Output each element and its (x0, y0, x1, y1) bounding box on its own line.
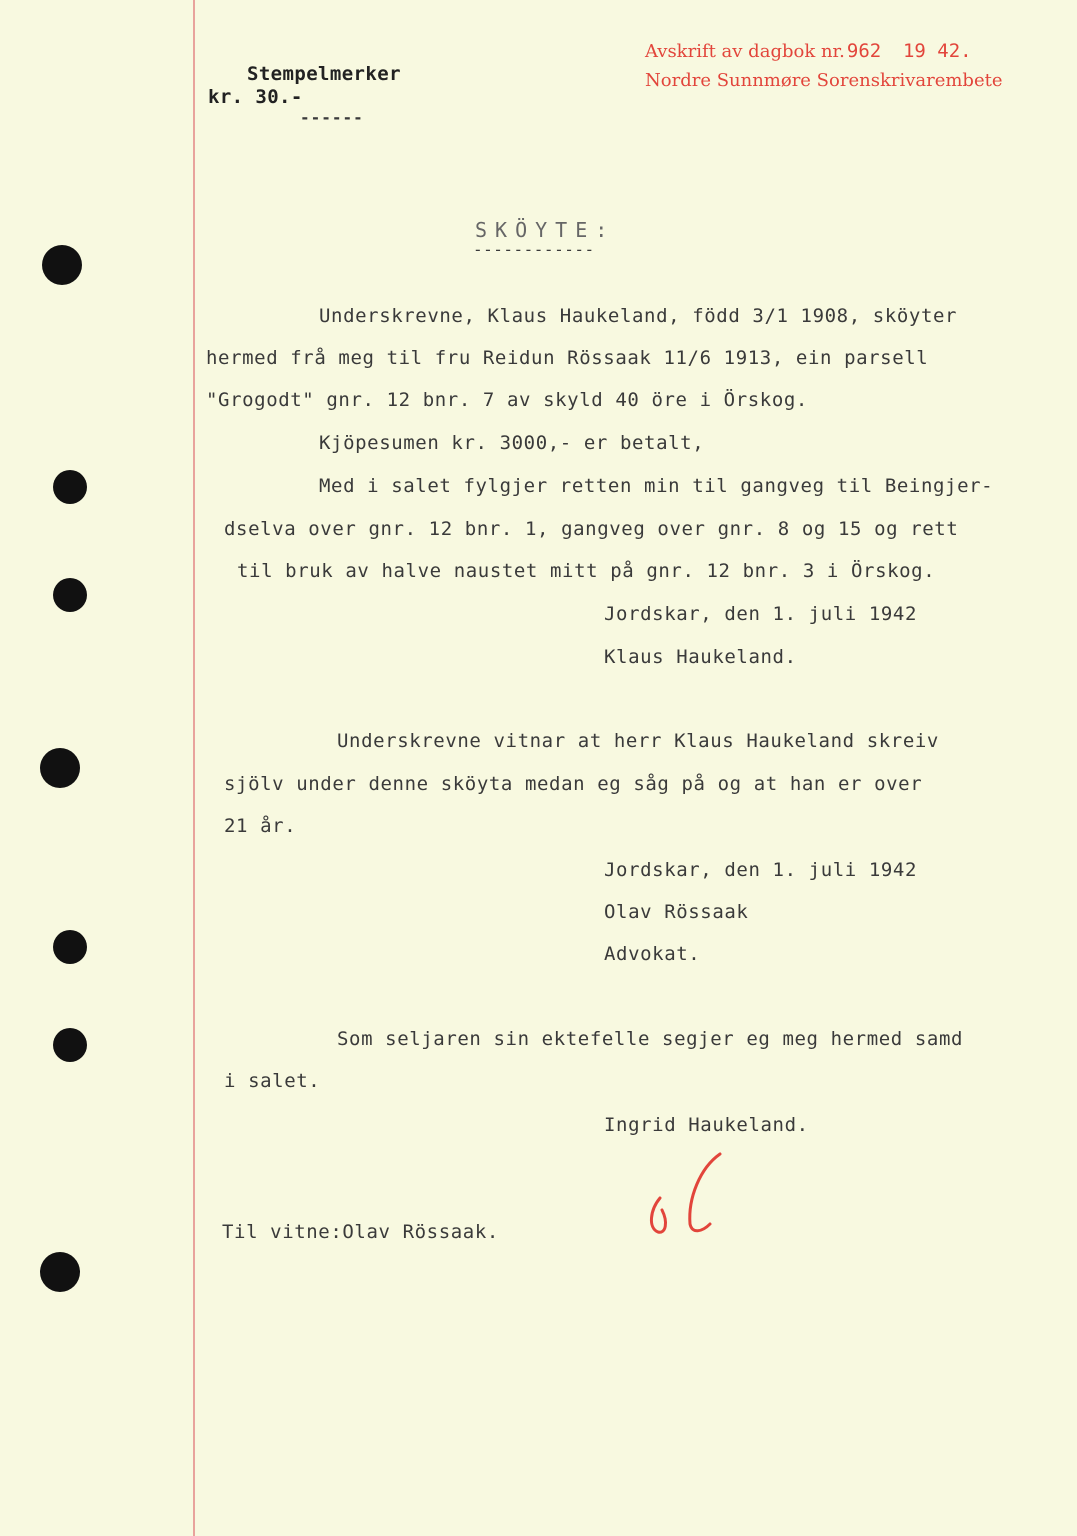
handwritten-initials (630, 1148, 750, 1238)
punch-hole (40, 1252, 80, 1292)
margin-rule (193, 0, 195, 1536)
punch-hole (53, 578, 87, 612)
punch-hole (53, 930, 87, 964)
copy-line (645, 40, 972, 62)
body-line: hermed frå meg til fru Reidun Rössaak 11/6 1913, ein parsell (206, 347, 929, 369)
punch-hole (40, 748, 80, 788)
place-date: Jordskar, den 1. juli 1942 (604, 603, 918, 625)
witness-title: Advokat. (604, 943, 701, 965)
title-underline: ------------ (473, 240, 595, 259)
spouse-consent-line: i salet. (224, 1070, 321, 1092)
spouse-signature-name: Ingrid Haukeland. (604, 1114, 809, 1136)
seller-signature-name: Klaus Haukeland. (604, 646, 797, 668)
spouse-consent-line: Som seljaren sin ektefelle segjer eg meg hermed samd (337, 1028, 964, 1050)
stamp-duty-dashes: ------ (300, 108, 364, 127)
witness-signature-name: Olav Rössaak (604, 901, 749, 923)
punch-hole (42, 245, 82, 285)
stamp-duty-amount: kr. 30.- (208, 86, 303, 108)
punch-hole (53, 1028, 87, 1062)
document-title: SKÖYTE: (475, 218, 616, 242)
witness-line: 21 år. (224, 815, 297, 837)
witness-line: Underskrevne vitnar at herr Klaus Haukeland skreiv (337, 730, 939, 752)
body-line: til bruk av halve naustet mitt på gnr. 12 bnr. 3 i Örskog. (237, 560, 936, 582)
stamp-duty-label: Stempelmerker (247, 63, 401, 85)
body-line: Kjöpesumen kr. 3000,- er betalt, (319, 432, 705, 454)
witness-line: sjölv under denne sköyta medan eg såg på og at han er over (224, 773, 923, 795)
copy-year: 19 42. (902, 40, 972, 62)
punch-hole (53, 470, 87, 504)
copy-line-prefix: Avskrift av dagbok nr. (645, 41, 845, 62)
body-line: Underskrevne, Klaus Haukeland, född 3/1 1908, sköyter (319, 305, 958, 327)
body-line: "Grogodt" gnr. 12 bnr. 7 av skyld 40 öre i Örskog. (206, 389, 808, 411)
witness-footer: Til vitne:Olav Rössaak. (222, 1221, 499, 1243)
body-line: Med i salet fylgjer retten min til gangveg til Beingjer- (319, 475, 994, 497)
office-name: Nordre Sunnmøre Sorenskrivarembete (645, 70, 1003, 91)
place-date: Jordskar, den 1. juli 1942 (604, 859, 918, 881)
copy-number: 962 (846, 40, 882, 62)
body-line: dselva over gnr. 12 bnr. 1, gangveg over gnr. 8 og 15 og rett (224, 518, 959, 540)
